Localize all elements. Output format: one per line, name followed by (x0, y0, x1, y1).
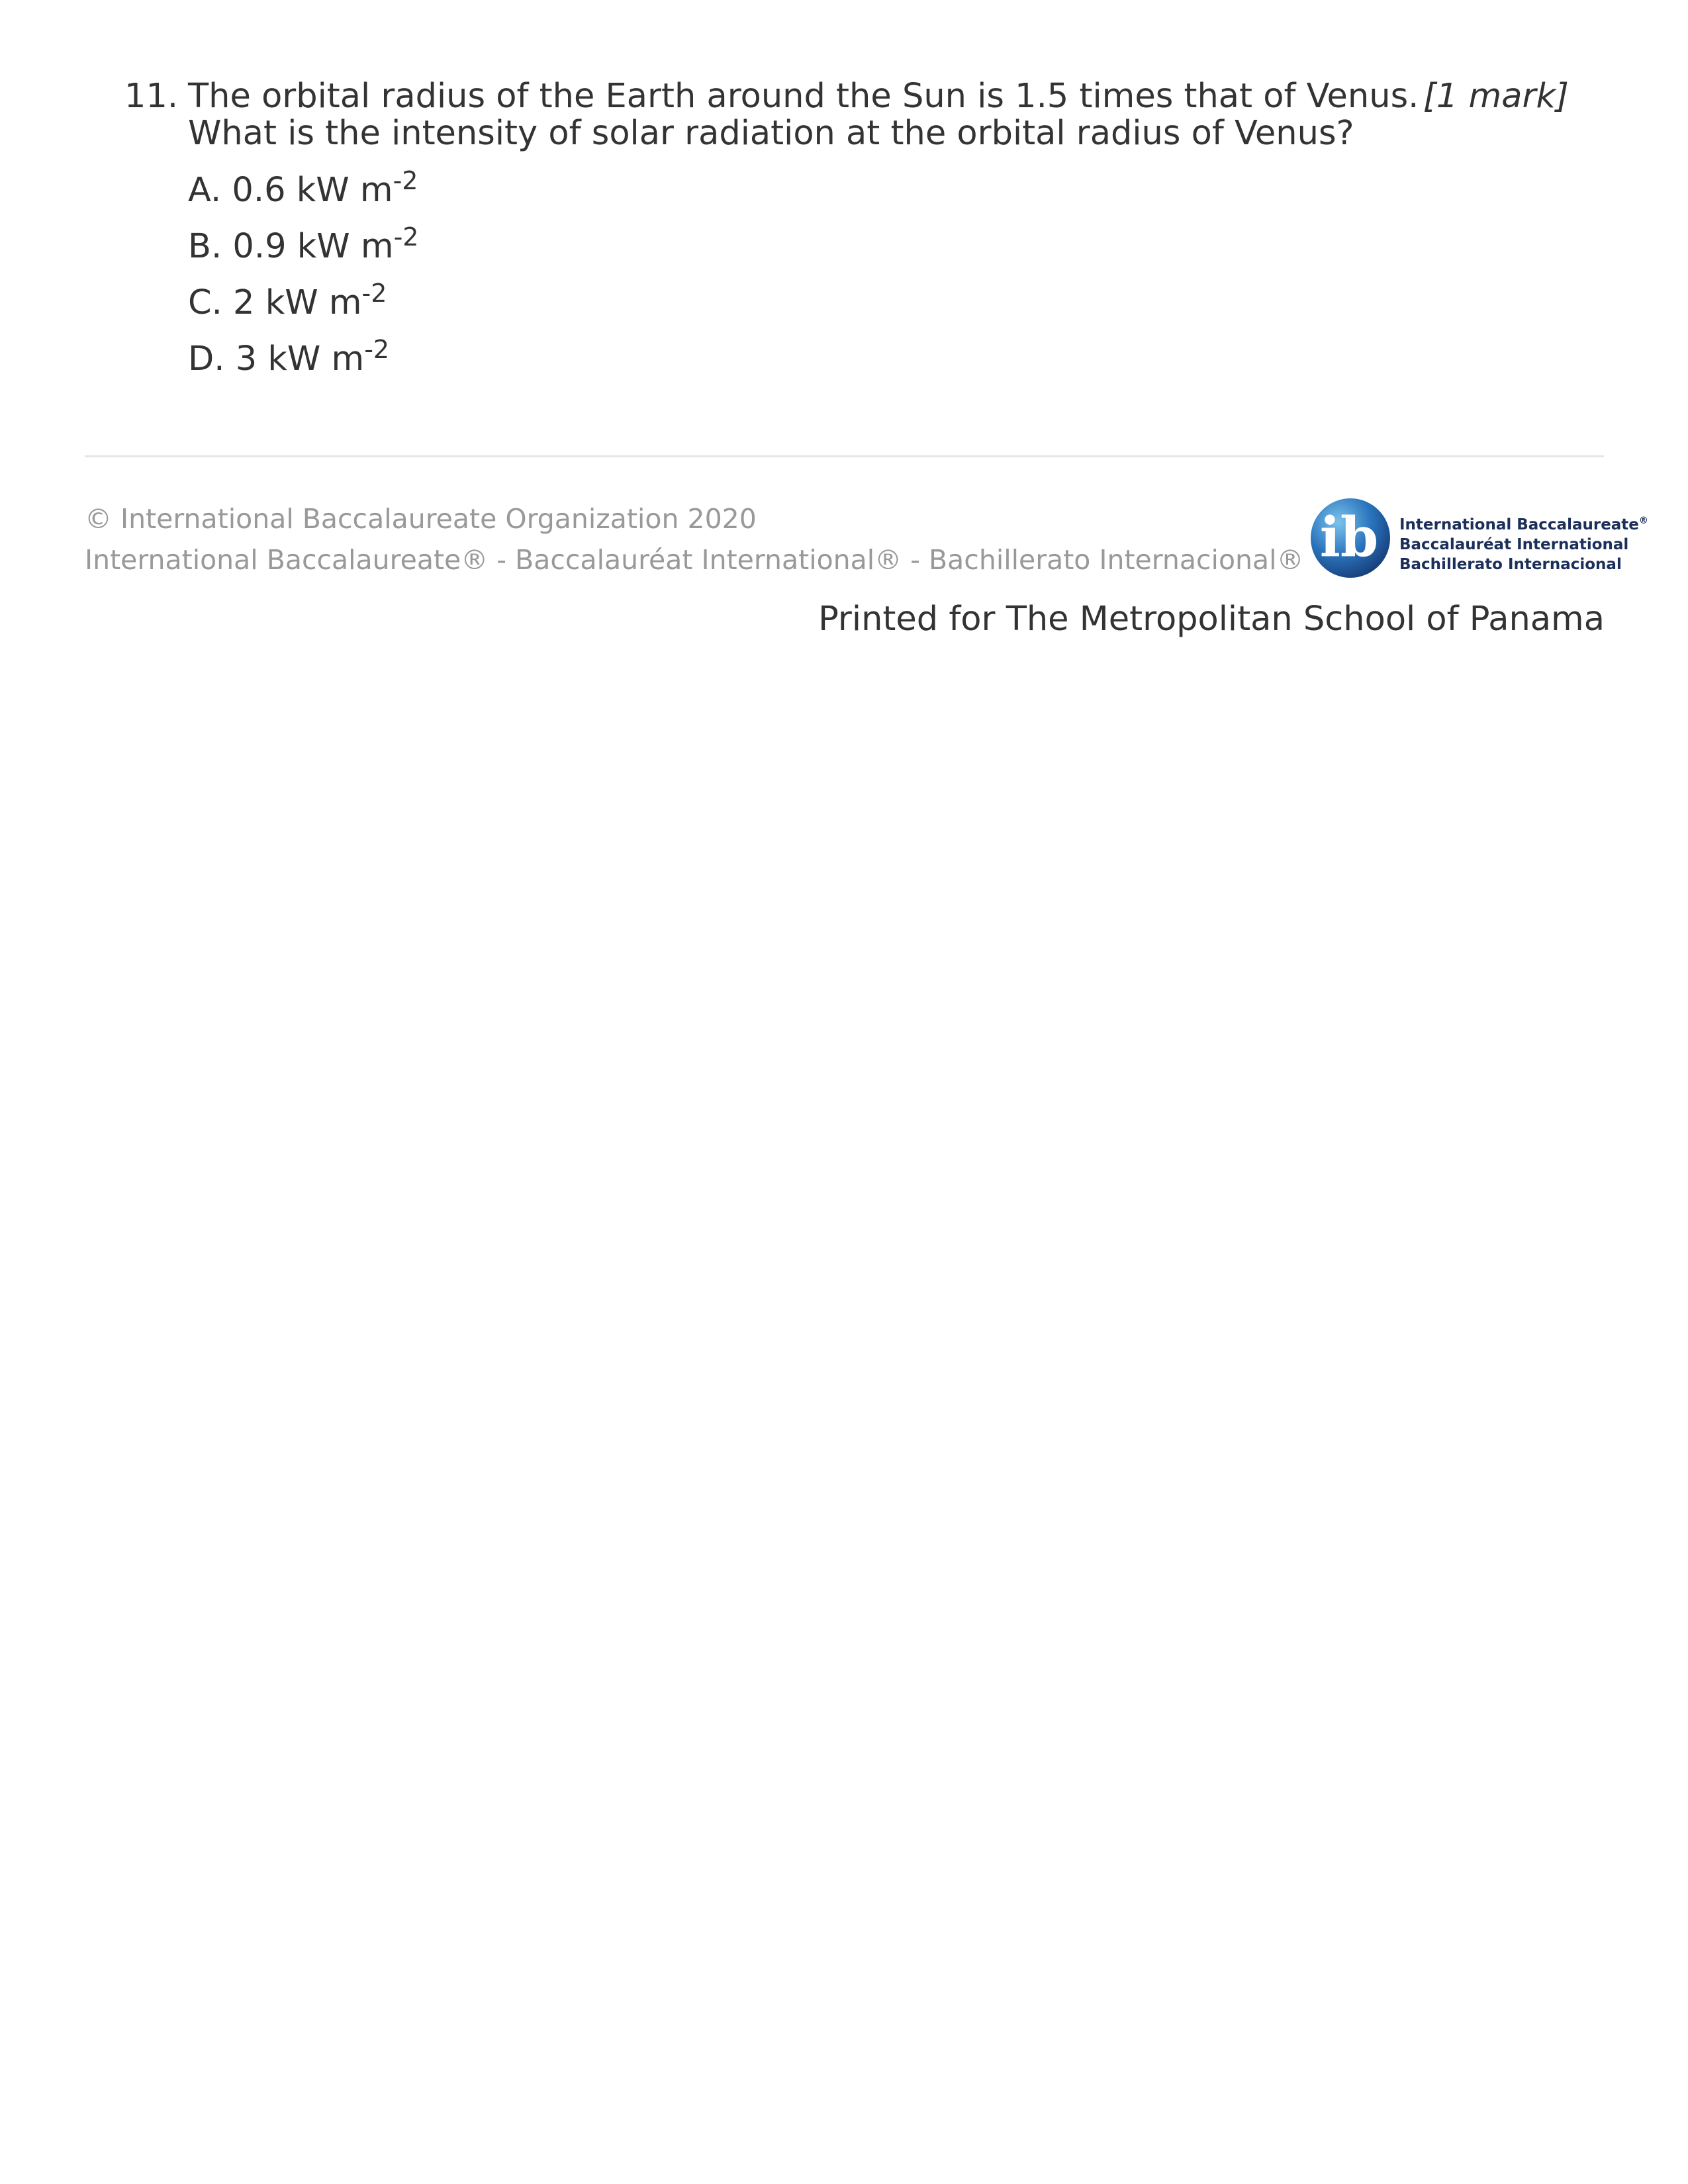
answer-options (188, 166, 419, 397)
question-text (188, 78, 1512, 152)
option-c (188, 279, 418, 341)
question-line-1: The orbital radius of the Earth around the Sun is 1.5 times that of Venus. (188, 77, 1419, 116)
question-number: 11. (124, 77, 179, 116)
option-c-label: C. 2 kW m (188, 283, 362, 322)
option-b-exponent: -2 (393, 222, 419, 251)
ib-logo-line-3: Bachillerato Internacional (1399, 556, 1622, 573)
option-c-exponent: -2 (361, 279, 387, 308)
option-a (188, 166, 418, 228)
ib-logo (1311, 495, 1648, 581)
option-d-exponent: -2 (364, 335, 390, 364)
printed-for: Printed for The Metropolitan School of Panama (818, 600, 1605, 639)
option-d (188, 335, 418, 397)
ib-logo-line-1-text: International Baccalaureate (1399, 516, 1639, 533)
ib-logo-line-1 (1399, 516, 1648, 533)
ib-logo-monogram: ib (1319, 506, 1379, 569)
ib-logo-registered: ® (1638, 516, 1648, 526)
footer-copyright: © International Baccalaureate Organization 2020 (85, 503, 757, 535)
question-line-2: What is the intensity of solar radiation at the orbital radius of Venus? (188, 114, 1354, 153)
option-d-label: D. 3 kW m (188, 340, 365, 379)
option-a-exponent: -2 (393, 166, 418, 195)
footer-brand-line: International Baccalaureate® - Baccalauréat International® - Bachillerato Internacional® (85, 544, 1304, 576)
option-a-label: A. 0.6 kW m (188, 171, 393, 210)
question-marks: [1 mark] (1423, 77, 1569, 116)
option-b-label: B. 0.9 kW m (188, 227, 394, 266)
ib-logo-line-2: Baccalauréat International (1399, 536, 1629, 553)
footer-divider (85, 455, 1604, 457)
option-b (188, 222, 419, 285)
